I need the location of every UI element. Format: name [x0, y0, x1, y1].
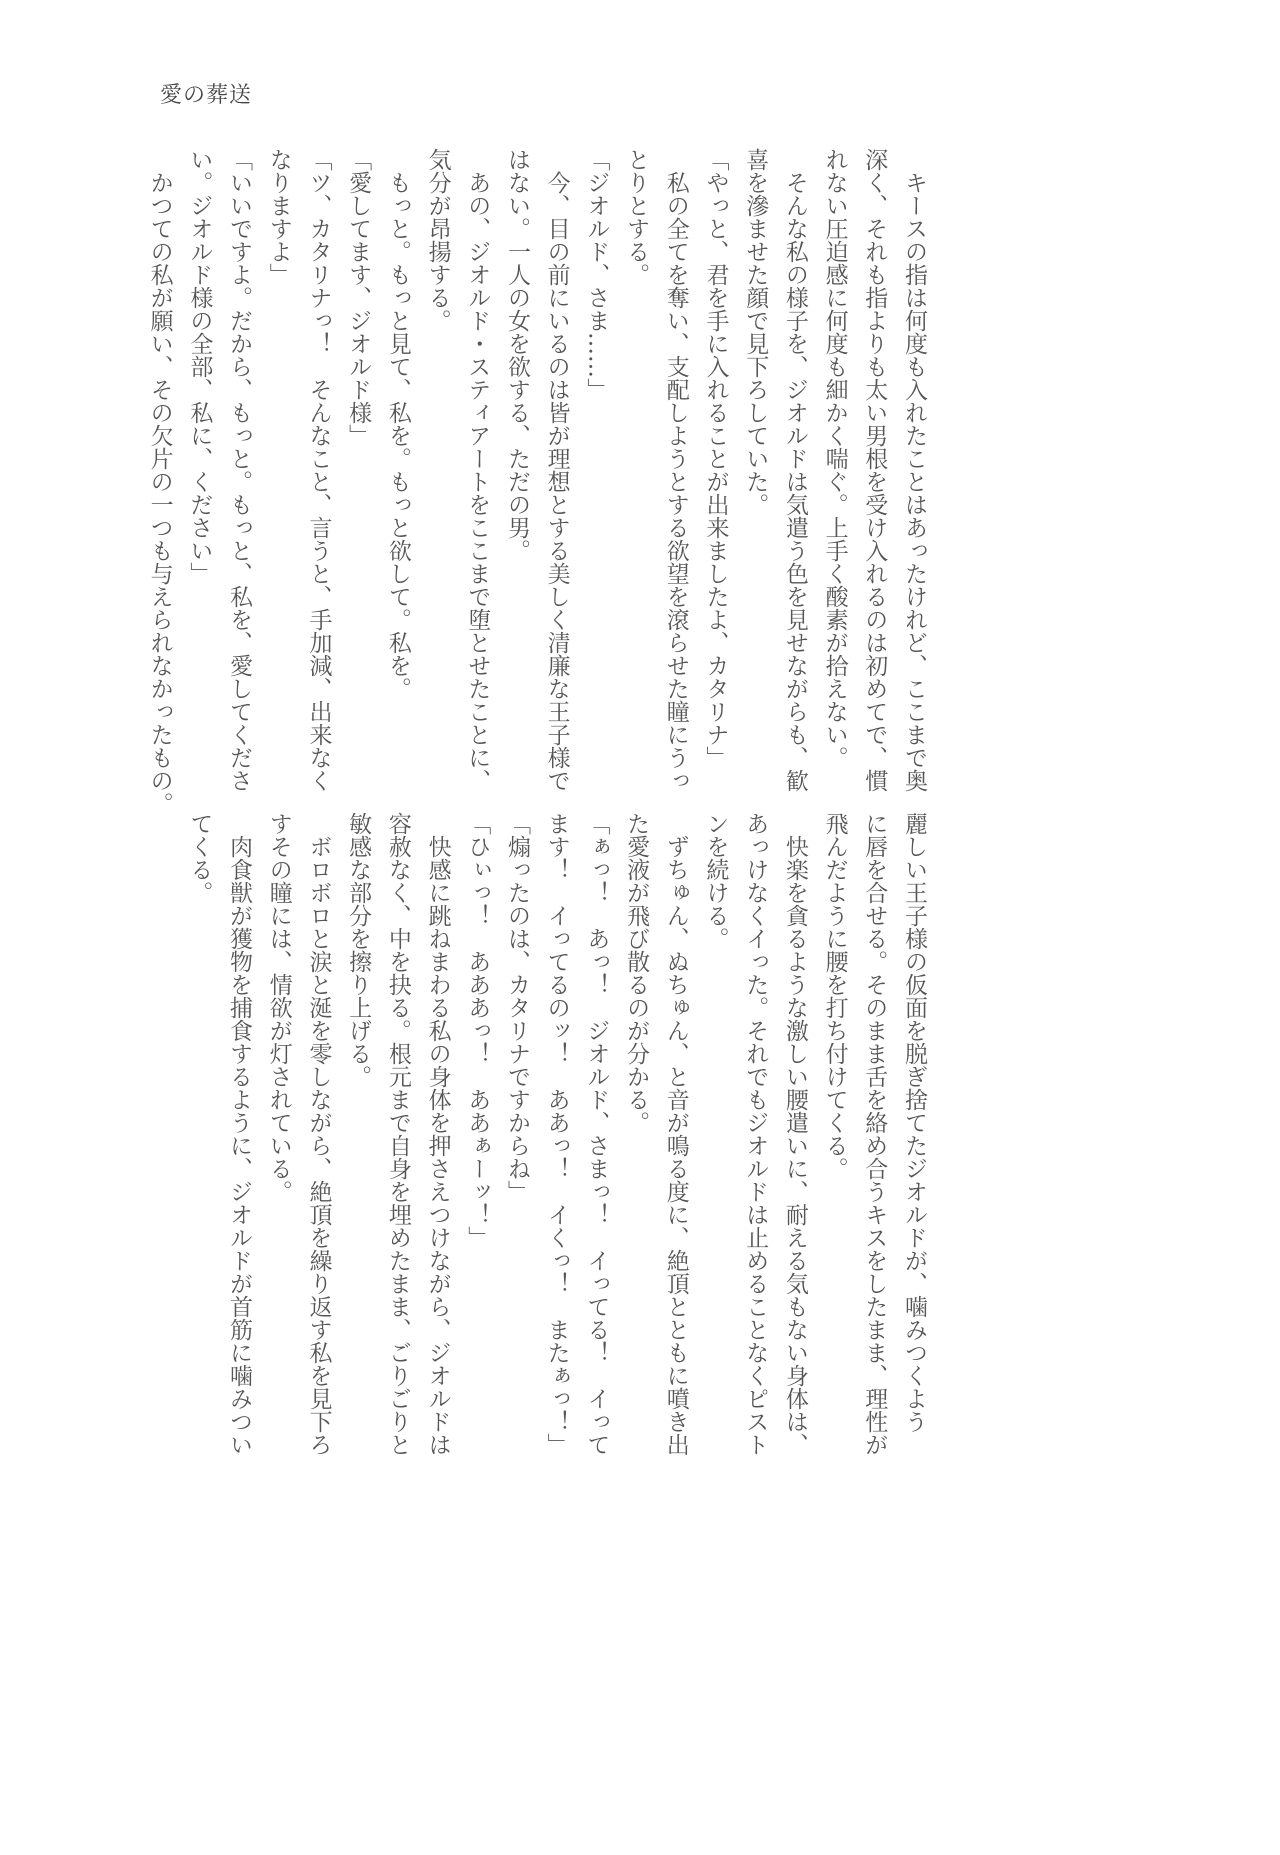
text-line: 快感に跳ねまわる私の身体を押さえつけながら、ジオルドは: [424, 835, 451, 1456]
text-line: 飛んだように腰を打ち付けてくる。: [821, 812, 848, 1180]
text-block-lower: [179, 812, 933, 1462]
text-line: てくる。: [186, 812, 213, 904]
running-head: 愛の葬送: [160, 83, 253, 108]
text-line: 「いいですよ。だから、もっと。もっと、私を、愛してくださ: [226, 148, 253, 792]
text-line: 「ぁっ！ あっ！ ジオルド、さまっ！ イってる！ イって: [583, 812, 610, 1456]
text-line: 肉食獣が獲物を捕食するように、ジオルドが首筋に噛みつい: [226, 835, 253, 1456]
text-line: 「やっと、君を手に入れることが出来ましたよ、カタリナ」: [702, 148, 729, 769]
text-line: 「ひぃっ！ あああっ！ ああぁーッ！」: [464, 812, 491, 1249]
text-line: 「煽ったのは、カタリナですからね」: [503, 812, 530, 1203]
text-line: い。ジオルド様の全部、私に、ください」: [186, 148, 213, 585]
text-block-upper: [139, 148, 933, 815]
text-line: なりますよ」: [265, 148, 292, 286]
text-line: はない。一人の女を欲する、ただの男。: [503, 148, 530, 562]
text-line: 「ツ、カタリナっ！ そんなこと、言うと、手加減、出来なく: [305, 148, 332, 792]
text-line: かつての私が願い、その欠片の一つも与えられなかったもの。: [146, 171, 173, 815]
text-line: れない圧迫感に何度も細かく喘ぐ。上手く酸素が拾えない。: [821, 148, 848, 769]
text-line: 敏感な部分を擦り上げる。: [345, 812, 372, 1088]
text-line: ボロボロと涙と涎を零しながら、絶頂を繰り返す私を見下ろ: [305, 835, 332, 1456]
text-line: 喜を滲ませた顔で見下ろしていた。: [742, 148, 769, 516]
text-line: 気分が昂揚する。: [424, 148, 451, 332]
text-line: 「愛してます、ジオルド様」: [345, 148, 372, 447]
text-line: ずちゅん、ぬちゅん、と音が鳴る度に、絶頂とともに噴き出: [662, 835, 689, 1456]
text-line: ます！ イってるのッ！ ああっ！ イくっ！ またぁっ！」: [543, 812, 570, 1456]
text-line: 快楽を貪るような激しい腰遣いに、耐える気もない身体は、: [781, 835, 808, 1456]
text-line: あの、ジオルド・スティアートをここまで堕とせたことに、: [464, 171, 491, 792]
text-line: た愛液が飛び散るのが分かる。: [623, 812, 650, 1134]
text-line: とりとする。: [623, 148, 650, 286]
text-line: 私の全てを奪い、支配しようとする欲望を滾らせた瞳にうっ: [662, 171, 689, 792]
text-line: 麗しい王子様の仮面を脱ぎ捨てたジオルドが、噛みつくよう: [901, 812, 927, 1433]
text-line: 容赦なく、中を抉る。根元まで自身を埋めたまま、ごりごりと: [384, 812, 411, 1456]
text-line: そんな私の様子を、ジオルドは気遣う色を見せながらも、歓: [781, 171, 808, 792]
text-line: 今、目の前にいるのは皆が理想とする美しく清廉な王子様で: [543, 171, 570, 792]
text-line: 「ジオルド、さま……」: [583, 148, 610, 401]
text-line: ンを続ける。: [702, 812, 729, 950]
text-line: あっけなくイった。それでもジオルドは止めることなくピスト: [742, 812, 769, 1456]
text-line: もっと。もっと見て、私を。もっと欲して。私を。: [384, 171, 411, 700]
text-line: に唇を合せる。そのまま舌を絡め合うキスをしたまま、理性が: [861, 812, 888, 1456]
text-line: すその瞳には、情欲が灯されている。: [265, 812, 292, 1203]
text-line: キースの指は何度も入れたことはあったけれど、ここまで奥: [901, 171, 927, 792]
text-line: 深く、それも指よりも太い男根を受け入れるのは初めてで、慣: [861, 148, 888, 792]
